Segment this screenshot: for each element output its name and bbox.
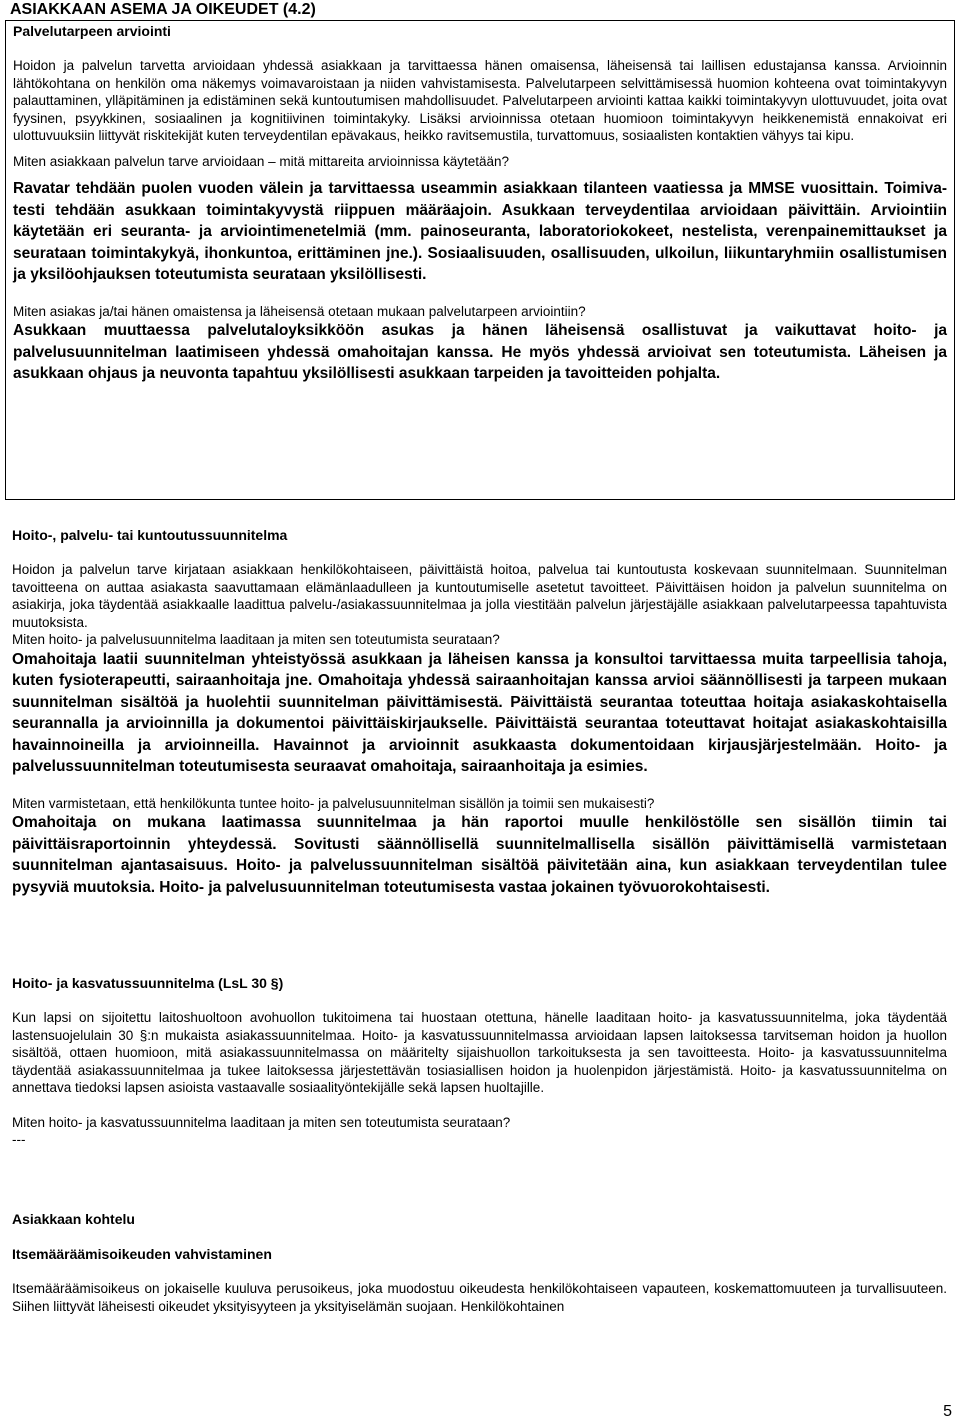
question-plan-created: Miten hoito- ja palvelusuunnitelma laaditaan ja miten sen toteutumista seurataan? [12, 632, 500, 647]
care-plan-section [12, 974, 947, 1149]
question-staff-awareness: Miten varmistetaan, että henkilökunta tuntee hoito- ja palvelusuunnitelman sisällön ja toimii sen mukaisesti? [12, 795, 655, 811]
self-determination-heading: Itsemääräämisoikeuden vahvistaminen [12, 1246, 272, 1262]
answer-plan-created: Omahoitaja laatii suunnitelman yhteistyössä asukkaan ja läheisen kanssa ja konsultoi tarvittaessa muita tarpeellisia tahoja, kuten fysioterapeutti, sairaanhoitaja jne. Omahoitaja yhdessä sairaanhoitajan kanssa arvioi säännöllisesti ja tarpeen mukaan suunnitelman sisältöä ja huolehtii suunnitelman päivittämisestä. Päivittäistä seurantaa toteuttaa hoitaja asiakaskohtaisella seurannalla ja arvioinnilla ja dokumentoi päivittäiskirjaukselle. Päivittäistä seurantaa toteuttavat hoitajat asiakaskohtaisilla havainnoineilla ja arvioinneilla. Havainnot ja arvioinnit asukkaasta dokumentoidaan kirjausjärjestelmään. Hoito- ja palvelussuunnitelman toteutumisesta seuraavat omahoitaja, sairaanhoitaja ja esimies. [12, 650, 947, 775]
answer-assessment: Ravatar tehdään puolen vuoden välein ja tarvittaessa useammin asiakkaan tilanteen vaatiessa ja MMSE vuosittain. Toimiva-testi tehdään asukkaan toimintakyvystä riippuen määräajoin. Asukkaan terveydentilaa arvioidaan päivittäin. Arviointiin käytetään eri seuranta- ja arviointimenetelmiä (mm. painoseuranta, laboratoriokokeet, nestelista, verenpainemittaukset ja seurataan toimintakykyä, ihonkuntoa, erittäminen jne.). Sosiaalisuuden, osallisuuden, ulkoilun, liikuntaryhmiin osallistumisen ja yksilöohjauksen toteutumista seurataan yksilöllisesti. [13, 180, 947, 283]
question-involvement: Miten asiakas ja/tai hänen omaistensa ja läheisensä otetaan mukaan palvelutarpeen arviointiin? [13, 303, 586, 319]
answer-care-plan: --- [12, 1132, 26, 1147]
care-plan-heading: Hoito- ja kasvatussuunnitelma (LsL 30 §) [12, 975, 284, 991]
self-determination-paragraph: Itsemääräämisoikeus on jokaiselle kuuluva perusoikeus, joka muodostuu oikeudesta henkilökohtaiseen vapauteen, koskemattomuuteen ja turvallisuuteen. Siihen liittyvät läheisesti oikeudet yksityisyyteen ja yksityiselämän suojaan. Henkilökohtainen [12, 1281, 947, 1314]
plan-heading: Hoito-, palvelu- tai kuntoutussuunnitelma [12, 527, 288, 543]
page-number: 5 [943, 1402, 952, 1420]
plan-section [12, 526, 947, 898]
box-intro-paragraph: Hoidon ja palvelun tarvetta arvioidaan yhdessä asiakkaan ja tarvittaessa hänen omaisensa, läheisensä tai laillisen edustajansa kanssa. Arvioinnin lähtökohtana on henkilön oma näkemys voimavaroistaan ja niiden vahvistamisesta. Palvelutarpeen selvittämisessä huomion kohteena ovat toimintakyvyn palauttaminen, ylläpitäminen ja edistäminen sekä kuntoutumisen mahdollisuudet. Palvelutarpeen arviointi kattaa kaikki toimintakyvyn ulottuvuudet, joita ovat fyysinen, psyykkinen, sosiaalinen ja kognitiivinen toimintakyky. Lisäksi arvioinnissa otetaan huomioon toimintakyvyn heikkenemistä ennakoivat eri ulottuvuuksiin liittyvät riskitekijät kuten terveydentilan epävakaus, heikko ravitsemustila, turvattomuus, sosiaalisten kontaktien vähyys tai kipu. [13, 58, 947, 143]
plan-intro-paragraph: Hoidon ja palvelun tarve kirjataan asiakkaan henkilökohtaiseen, päivittäistä hoitoa, palvelua tai kuntoutusta koskevaan suunnitelmaan. Suunnitelman tavoitteena on auttaa asiakasta saavuttamaan elämänlaadulleen ja kuntoutumiselle asetetut tavoitteet. Päivittäisen hoidon ja palvelun suunnitelma on asiakirja, joka täydentää asiakkaalle laadittua palvelu-/asiakassuunnitelmaa ja jolla viestitään palvelun järjestäjälle asiakkaan palvelutarpeessa tapahtuvista muutoksista. [12, 562, 947, 630]
client-treatment-heading: Asiakkaan kohtelu [12, 1211, 135, 1227]
answer-staff-awareness: Omahoitaja on mukana laatimassa suunnitelmaa ja hän raportoi muulle henkilöstölle sen sisällön tiimin tai päivittäisraportoinnin yhteydessä. Sovitusti säännöllisellä suunnitelmallisella sisällön päivittämisellä varmistetaan suunnitelman ajantasaisuus. Hoito- ja palvelussuunnitelman sisältöä päivitetään aina, kun asiakkaan terveydentilan tulee pysyviä muutoksia. Hoito- ja palvelusuunnitelman toteutumisesta vastaa jokainen työvuorokohtaisesti. [12, 814, 947, 896]
question-care-plan: Miten hoito- ja kasvatussuunnitelma laaditaan ja miten sen toteutumista seurataan? [12, 1114, 511, 1130]
client-treatment-section [12, 1210, 947, 1315]
care-plan-intro-paragraph: Kun lapsi on sijoitettu laitoshuoltoon avohuollon tukitoimena tai huostaan otettuna, hänelle laaditaan hoito- ja kasvatussuunnitelma, joka täydentää lastensuojelulain 30 §:n mukaista asiakassuunnitelmaa. Hoito- ja kasvatussuunnitelmassa arvioidaan lapsen laitoksessa tarvitseman hoidon ja huollon sisältöä, ottaen huomioon, mitä asiakassuunnitelmassa on määritelty sijaishuollon tarkoituksesta ja sen tavoitteesta. Hoito- ja kasvatussuunnitelma täydentää asiakassuunnitelmaa ja tukee laitoksessa järjestettävän tosiasiallisen hoidon ja huolenpidon järjestämistä. Hoito- ja kasvatussuunnitelma on annettava tiedoksi lapsen asioista vastaavalle sosiaalityöntekijälle sekä lapsen huoltajille. [12, 1010, 947, 1095]
service-need-assessment-box [5, 20, 955, 500]
question-assessment: Miten asiakkaan palvelun tarve arvioidaan – mitä mittareita arvioinnissa käytetään? [13, 153, 510, 169]
section-title: ASIAKKAAN ASEMA JA OIKEUDET (4.2) [10, 1, 316, 18]
answer-involvement: Asukkaan muuttaessa palvelutaloyksikköön asukas ja hänen läheisensä osallistuvat ja vaikuttavat hoito- ja palvelusuunnitelman laatimiseen yhdessä omahoitajan kanssa. He myös yhdessä arvioivat sen toteutumista. Läheisen ja asukkaan ohjaus ja neuvonta tapahtuu yksilöllisesti asukkaan tarpeiden ja tavoitteiden pohjalta. [13, 322, 947, 382]
box-heading: Palvelutarpeen arviointi [13, 23, 171, 39]
